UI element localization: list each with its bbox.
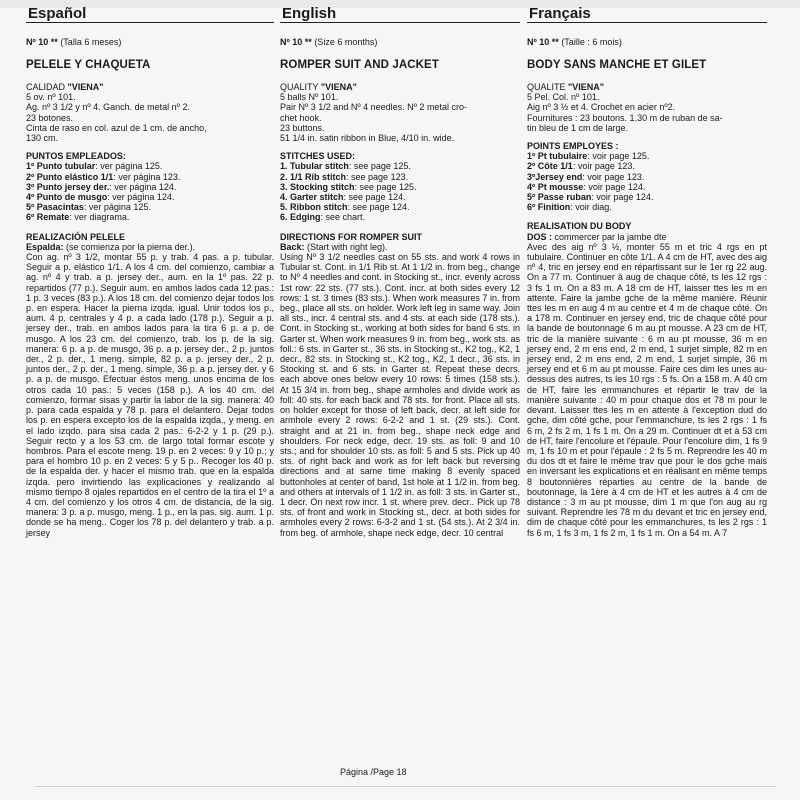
quality-block	[280, 82, 520, 143]
quality-line: chet hook.	[280, 112, 322, 123]
quality-line: 5 balls Nº 101.	[280, 92, 339, 103]
pattern-number: Nº 10 **	[280, 37, 312, 47]
footer-divider	[36, 786, 776, 787]
quality-name: "VIENA"	[320, 82, 357, 92]
stitch-item: 4º Punto de musgo: ver página 124.	[26, 192, 175, 203]
stitch-item: 3ºJersey end: voir page 123.	[527, 171, 645, 182]
language-heading: English	[280, 6, 520, 23]
stitch-item: 5º Pasacintas: ver página 125.	[26, 202, 151, 213]
section-label: DOS :	[527, 231, 553, 242]
stitch-item: 1. Tubular stitch: see page 125.	[280, 161, 411, 172]
pattern-number: Nº 10 **	[527, 37, 559, 47]
instructions-text: Avec des aig nº 3 ½, monter 55 m et tric 4 rgs en pt tubulaire. Continuer en côte 1/1. A 4 cm de HT, avec des aig nº 4, tric en jersey end en répartissant sur le 1er rg 22 aug. On a 77 m. Continuer à aug de chaque côté, ts les 12 rgs : 3 fs 1 m. On a 83 m. A 18 cm de HT, laisser ttes les m en attente. Faire la jambe gche de la même manière. Réunir ttes les m en aug 4 m au centre et 4 m de chaque côté. On a 178 m. Continuer en jersey end, tric de chaque côté pour la bande de boutonnage 6 m au pt mousse. A 23 cm de HT, tric de la manière suivante : 6 m au pt mousse, 36 m en jersey end, 2 m ens end, 2 m end, 1 surjet simple, 82 m en jersey end, 2 m ens end, 2 m end, 1 surjet simple, 36 m jersey end et 6 m au pt mousse. Faire ces dim les unes au-dessus des autres, ts les 10 rgs : 5 fs. On a 158 m. A 40 cm de HT, faire les emmanchures et répartir le trav de la manière suivante : 40 m pour chaque dos et 78 m pour le devant. Laisser ttes les m en attente à l'exception dud do gche, dim côté gche, pour l'emmanchure, ts les 2 rgs : 1 fs 6 m, 2 fs 2 m, 1 fs 1 m. On a 29 m. Continuer dt et à 53 cm de HT, faire l'encolure et l'épaule. Pour l'encolure dim, 1 fs 9 m, 1 fs 10 m et pour l'épaule : 2 fs 5 m. Reprendre les 40 m du dos dt et faire le même trav que pour le dos gche mais en inversant les explications et en réalisant en même temps 8 boutonnières réparties au centre de la bande de boutonnage, la 1ère à 4 cm de HT et les autres à 4 cm de distance : 3 m au pt mousse, dim 1 m que l'on aug au rg suivant. Reprendre les 78 m du devant et tric en jersey end, dim de chaque côté pour les emmanchures, ts les 2 rgs : 1 fs 6 m, 1 fs 3 m, 1 fs 2 m, 1 fs 1 m. On a 54 m. A 7	[527, 241, 767, 538]
quality-label: QUALITY	[280, 82, 321, 92]
stitch-item: 6º Remate: ver diagrama.	[26, 212, 130, 223]
quality-line: Cinta de raso en col. azul de 1 cm. de ancho,	[26, 122, 207, 133]
instructions-text: Using Nº 3 1/2 needles cast on 55 sts. and work 4 rows in Tubular st. Cont. in 1/1 Rib st. At 1 1/2 in. from beg., change to Nº 4 needles and cont. in Stocking st., incr. evenly across 1st row: 22 sts. (77 sts.). Cont. incr. at both sides every 12 rows: 1 st. 3 times (83 sts.). When work measures 7 in. from beg., place all sts. on holder. Work left leg in same way. Join all sts., incr. 4 central sts. and 4 sts. at each side (178 sts.). Cont. in Stocking st., working at both sides for band 6 sts. in Garter st. When work measures 9 in. from beg., work sts. as foll.: 6 sts. in Garter st., 36 sts. in Stocking st., K2 tog., K2, 1 decr., 82 sts. in Stocking st., K2 tog., K2, 1 decr., 36 sts. in Stocking st. and 6 sts. in Garter st. Repeat these decrs. each above ones below every 10 rows: 5 times (158 sts.). At 15 3/4 in. from beg., shape armholes and divide work as foll: 40 sts. for each back and 78 sts. for front. Place all sts. on holder except for those of left back, decr. at left side for armhole every 2 rows: 6-2-2 and 1 st. (29 sts.). Cont. straight and at 21 in. from beg., shape neck edge and shoulders. For neck edge, decr. 19 sts. as foll: 9 and 10 sts.; and for shoulder 10 sts. as foll: 5 and 5 sts. Pick up 40 sts. of right back and work as for left back but reversing directions and at same time making 8 evenly spaced buttonholes at center of band, 1st hole at 1 1/2 in. from beg. and others at intervals of 1 1/2 in. as foll: 3 sts. in Garter st., 1 decr. On next row incr. 1 st. where prev. decr.. Pick up 78 sts. of front and work in Stocking st., decr. at both sides for armholes every 2 rows: 6-3-2 and 1 st. (54 sts.). At 2 3/4 in. from beg. of armhole, shape neck edge, decr. 10 central	[280, 252, 520, 538]
quality-line: 23 botones.	[26, 112, 74, 123]
directions-body: Espalda: (se comienza por la pierna der.). Con ag. nº 3 1/2, montar 55 p. y trab. 4 pas. a p. tubular. Seguir a p. elástico 1/1. A los 4 cm. del comienzo, cambiar a ag. nº 4 y trab. a p. jersey der., aum. en la 1º pas. 22 p. repartidos (77 p.). Seguir aum. en ambos lados cada 12 pas.: 1 p. 3 veces (83 p.). A los 18 cm. del comienzo dejar todos los p. en espera. Hacer la pierna izqda. igual. Unir todos los p., aum. 4 p. centrales y 4 p. a cada lado (178 p.). Seguir a p. jersey der., trab. en ambos lados para la tira 6 p. a p. de musgo. A los 23 cm. del comienzo, trab. los p. de la sig. manera: 6 p. a p. de musgo, 36 p. a p. jersey der., 2 p. juntos der., 2 p. der., 1 meng. simple, 82 p. a p. jersey der., 2 p. juntos der., 2 p. der., 1 meng. simple, 36 p. a p. jersey der. y 6 p. a p. de musgo. Efectuar éstos meng. unos encima de los otros cada 10 pas.: 5 veces (158 p.). A los 40 cm. del comienzo, formar sisas y partir la labor de la sig. manera: 40 p. para cada espalda y 78 p. para el delantero. Dejar todos los p. en espera excepto los de la espalda izqda., y meng. en el lado izqdo. para sisa cada 2 pas.: 6-2-2 y 1 p. (29 p.). Seguir recto y a los 53 cm. de largo total formar escote y hombros. Para el escote meng. 19 p. en 2 veces: 9 y 10 p.; y para el hombro 10 p. en 2 veces: 5 y 5 p.. Recoger los 40 p. de la espalda der. y hacer el mismo trab. que en la espalda izqda. pero invirtiendo las explicaciones y realizando al mismo tiempo 8 ojales repartidos en el centro de la tira el 1º a 4 cm. del comienzo y los otros 4 cm. de distancia, de la sig. manera: 3 p. a p. musgo, meng. 1 p., en la pas. sig. aum. 1 p. donde se ha meng.. Coger los 78 p. del delantero y trab. a p. jersey	[26, 241, 274, 538]
stitch-item: 5. Ribbon stitch: see page 124.	[280, 202, 410, 213]
stitch-item: 1º Pt tubulaire: voir page 125.	[527, 151, 650, 162]
stitch-item: 6º Finition: voir diag.	[527, 202, 612, 213]
directions-heading: REALISATION DU BODY	[527, 221, 632, 232]
pattern-number: Nº 10 **	[26, 37, 58, 47]
stitch-list	[527, 151, 767, 212]
quality-line: 5 ov. nº 101.	[26, 92, 76, 103]
column-spanish	[26, 6, 274, 538]
language-heading: Français	[527, 6, 767, 23]
stitches-heading: STITCHES USED:	[280, 151, 356, 162]
column-english	[280, 6, 520, 538]
directions-heading: DIRECTIONS FOR ROMPER SUIT	[280, 231, 423, 242]
quality-label: CALIDAD	[26, 82, 68, 92]
quality-block	[26, 82, 274, 143]
directions-body: Back: (Start with right leg). Using Nº 3 1/2 needles cast on 55 sts. and work 4 rows in Tubular st. Cont. in 1/1 Rib st. At 1 1/2 in. from beg., change to Nº 4 needles and cont. in Stocking st., incr. evenly across 1st row: 22 sts. (77 sts.). Cont. incr. at both sides every 12 rows: 1 st. 3 times (83 sts.). When work measures 7 in. from beg., place all sts. on holder. Work left leg in same way. Join all sts., incr. 4 central sts. and 4 sts. at each side (178 sts.). Cont. in Stocking st., working at both sides for band 6 sts. in Garter st. When work measures 9 in. from beg., work sts. as foll.: 6 sts. in Garter st., 36 sts. in Stocking st., K2 tog., K2, 1 decr., 82 sts. in Stocking st., K2 tog., K2, 1 decr., 36 sts. in Stocking st. and 6 sts. in Garter st. Repeat these decrs. each above ones below every 10 rows: 5 times (158 sts.). At 15 3/4 in. from beg., shape armholes and divide work as foll: 40 sts. for each back and 78 sts. for front. Place all sts. on holder except for those of left back, decr. at left side for armhole every 2 rows: 6-2-2 and 1 st. (29 sts.). Cont. straight and at 21 in. from beg., shape neck edge and shoulders. For neck edge, decr. 19 sts. as foll: 9 and 10 sts.; and for shoulder 10 sts. as foll: 5 and 5 sts. Pick up 40 sts. of right back and work as for left back but reversing directions and at same time making 8 evenly spaced buttonholes at center of band, 1st hole at 1 1/2 in. from beg. and others at intervals of 1 1/2 in. as foll: 3 sts. in Garter st., 1 decr. On next row incr. 1 st. where prev. decr.. Pick up 78 sts. of front and work in Stocking st., decr. at both sides for armholes every 2 rows: 6-3-2 and 1 st. (54 sts.). At 2 3/4 in. from beg. of armhole, shape neck edge, decr. 10 central	[280, 241, 520, 538]
stitches-heading: PUNTOS EMPLEADOS:	[26, 151, 126, 162]
quality-label: QUALITE	[527, 82, 569, 92]
pattern-title: ROMPER SUIT AND JACKET	[280, 59, 439, 71]
size-line	[527, 37, 767, 48]
size-line	[26, 37, 274, 48]
stitch-item: 3º Punto jersey der.: ver página 124.	[26, 181, 177, 192]
quality-line: Aig nº 3 ½ et 4. Crochet en acier nº2.	[527, 102, 676, 113]
quality-line: 5 Pel. Col. nº 101.	[527, 92, 600, 103]
instructions-text: Con ag. nº 3 1/2, montar 55 p. y trab. 4 pas. a p. tubular. Seguir a p. elástico 1/1. A los 4 cm. del comienzo, cambiar a ag. nº 4 y trab. a p. jersey der., aum. en la 1º pas. 22 p. repartidos (77 p.). Seguir aum. en ambos lados cada 12 pas.: 1 p. 3 veces (83 p.). A los 18 cm. del comienzo dejar todos los p. en espera. Hacer la pierna izqda. igual. Unir todos los p., aum. 4 p. centrales y 4 p. a cada lado (178 p.). Seguir a p. jersey der., trab. en ambos lados para la tira 6 p. a p. de musgo. A los 23 cm. del comienzo, trab. los p. de la sig. manera: 6 p. a p. de musgo, 36 p. a p. jersey der., 2 p. juntos der., 2 p. der., 1 meng. simple, 82 p. a p. jersey der., 2 p. juntos der., 2 p. der., 1 meng. simple, 36 p. a p. jersey der. y 6 p. a p. de musgo. Efectuar éstos meng. unos encima de los otros cada 10 pas.: 5 veces (158 p.). A los 40 cm. del comienzo, formar sisas y partir la labor de la sig. manera: 40 p. para cada espalda y 78 p. para el delantero. Dejar todos los p. en espera excepto los de la espalda izqda., y meng. en el lado izqdo. para sisa cada 2 pas.: 6-2-2 y 1 p. (29 p.). Seguir recto y a los 53 cm. de largo total formar escote y hombros. Para el escote meng. 19 p. en 2 veces: 9 y 10 p.; y para el hombro 10 p. en 2 veces: 5 y 5 p.. Recoger los 40 p. de la espalda der. y hacer el mismo trab. que en la espalda izqda. pero invirtiendo las explicaciones y realizando al mismo tiempo 8 ojales repartidos en el centro de la tira el 1º a 4 cm. del comienzo y los otros 4 cm. de distancia, de la sig. manera: 3 p. a p. musgo, meng. 1 p., en la pas. sig. aum. 1 p. donde se ha meng.. Coger los 78 p. del delantero y trab. a p. jersey	[26, 252, 274, 538]
quality-line: 23 buttons.	[280, 122, 325, 133]
section-label: Back:	[280, 241, 305, 252]
size-description: (Size 6 months)	[311, 37, 378, 47]
section-label: Espalda:	[26, 241, 64, 252]
quality-line: tin bleu de 1 cm de large.	[527, 122, 629, 133]
stitch-list	[26, 161, 274, 222]
column-french	[527, 6, 767, 538]
language-heading: Español	[26, 6, 274, 23]
quality-line: 130 cm.	[26, 133, 59, 144]
page-number: Página /Page 18	[340, 767, 407, 777]
stitch-item: 6. Edging: see chart.	[280, 212, 366, 223]
quality-line: Pair Nº 3 1/2 and Nº 4 needles. Nº 2 metal cro-	[280, 102, 467, 113]
pattern-title: BODY SANS MANCHE ET GILET	[527, 59, 707, 71]
size-description: (Talla 6 meses)	[57, 37, 122, 47]
quality-line: Fournitures : 23 boutons. 1.30 m de ruban de sa-	[527, 112, 723, 123]
stitches-heading: POINTS EMPLOYES :	[527, 141, 619, 152]
size-line	[280, 37, 520, 48]
stitch-item: 2º Punto elástico 1/1: ver página 123.	[26, 171, 181, 182]
stitch-item: 2. 1/1 Rib stitch: see page 123.	[280, 171, 409, 182]
stitch-item: 4º Pt mousse: voir page 124.	[527, 181, 646, 192]
stitch-item: 3. Stocking stitch: see page 125.	[280, 181, 417, 192]
stitch-item: 4. Garter stitch: see page 124.	[280, 192, 406, 203]
stitch-item: 5º Passe ruban: voir page 124.	[527, 192, 654, 203]
quality-line: Ag. nº 3 1/2 y nº 4. Ganch. de metal nº 2.	[26, 102, 190, 113]
directions-body: DOS : commercer par la jambe dte Avec des aig nº 3 ½, monter 55 m et tric 4 rgs en pt tubulaire. Continuer en côte 1/1. A 4 cm de HT, avec des aig nº 4, tric en jersey end en répartissant sur le 1er rg 22 aug. On a 77 m. Continuer à aug de chaque côté, ts les 12 rgs : 3 fs 1 m. On a 83 m. A 18 cm de HT, laisser ttes les m en attente. Faire la jambe gche de la même manière. Réunir ttes les m en aug 4 m au centre et 4 m de chaque côté. On a 178 m. Continuer en jersey end, tric de chaque côté pour la bande de boutonnage 6 m au pt mousse. A 23 cm de HT, tric de la manière suivante : 6 m au pt mousse, 36 m en jersey end, 2 m ens end, 2 m end, 1 surjet simple, 82 m en jersey end, 2 m ens end, 2 m end, 1 surjet simple, 36 m jersey end et 6 m au pt mousse. Faire ces dim les unes au-dessus des autres, ts les 10 rgs : 5 fs. On a 158 m. A 40 cm de HT, faire les emmanchures et répartir le trav de la manière suivante : 40 m pour chaque dos et 78 m pour le devant. Laisser ttes les m en attente à l'exception dud do gche, dim côté gche, pour l'emmanchure, ts les 2 rgs : 1 fs 6 m, 2 fs 2 m, 1 fs 1 m. On a 29 m. Continuer dt et à 53 cm de HT, faire l'encolure et l'épaule. Pour l'encolure dim, 1 fs 9 m, 1 fs 10 m et pour l'épaule : 2 fs 5 m. Reprendre les 40 m du dos dt et faire le même trav que pour le dos gche mais en inversant les explications et en réalisant en même temps 8 boutonnières réparties au centre de la bande de boutonnage, la 1ère à 4 cm de HT et les autres à 4 cm de distance : 3 m au pt mousse, dim 1 m que l'on aug au rg suivant. Reprendre les 78 m du devant et tric en jersey end, dim de chaque côté pour les emmanchures, ts les 2 rgs : 1 fs 6 m, 1 fs 3 m, 1 fs 2 m, 1 fs 1 m. On a 54 m. A 7	[527, 231, 767, 538]
stitch-item: 2º Côte 1/1: voir page 123.	[527, 161, 635, 172]
quality-name: "VIENA"	[67, 82, 104, 92]
quality-block	[527, 82, 767, 133]
stitch-list	[280, 161, 520, 222]
size-description: (Taille : 6 mois)	[558, 37, 622, 47]
stitch-item: 1º Punto tubular: ver página 125.	[26, 161, 163, 172]
directions-heading: REALIZACIÓN PELELE	[26, 231, 126, 242]
quality-name: "VIENA"	[568, 82, 605, 92]
pattern-title: PELELE Y CHAQUETA	[26, 59, 151, 71]
quality-line: 51 1/4 in. satin ribbon in Blue, 4/10 in. wide.	[280, 133, 455, 144]
